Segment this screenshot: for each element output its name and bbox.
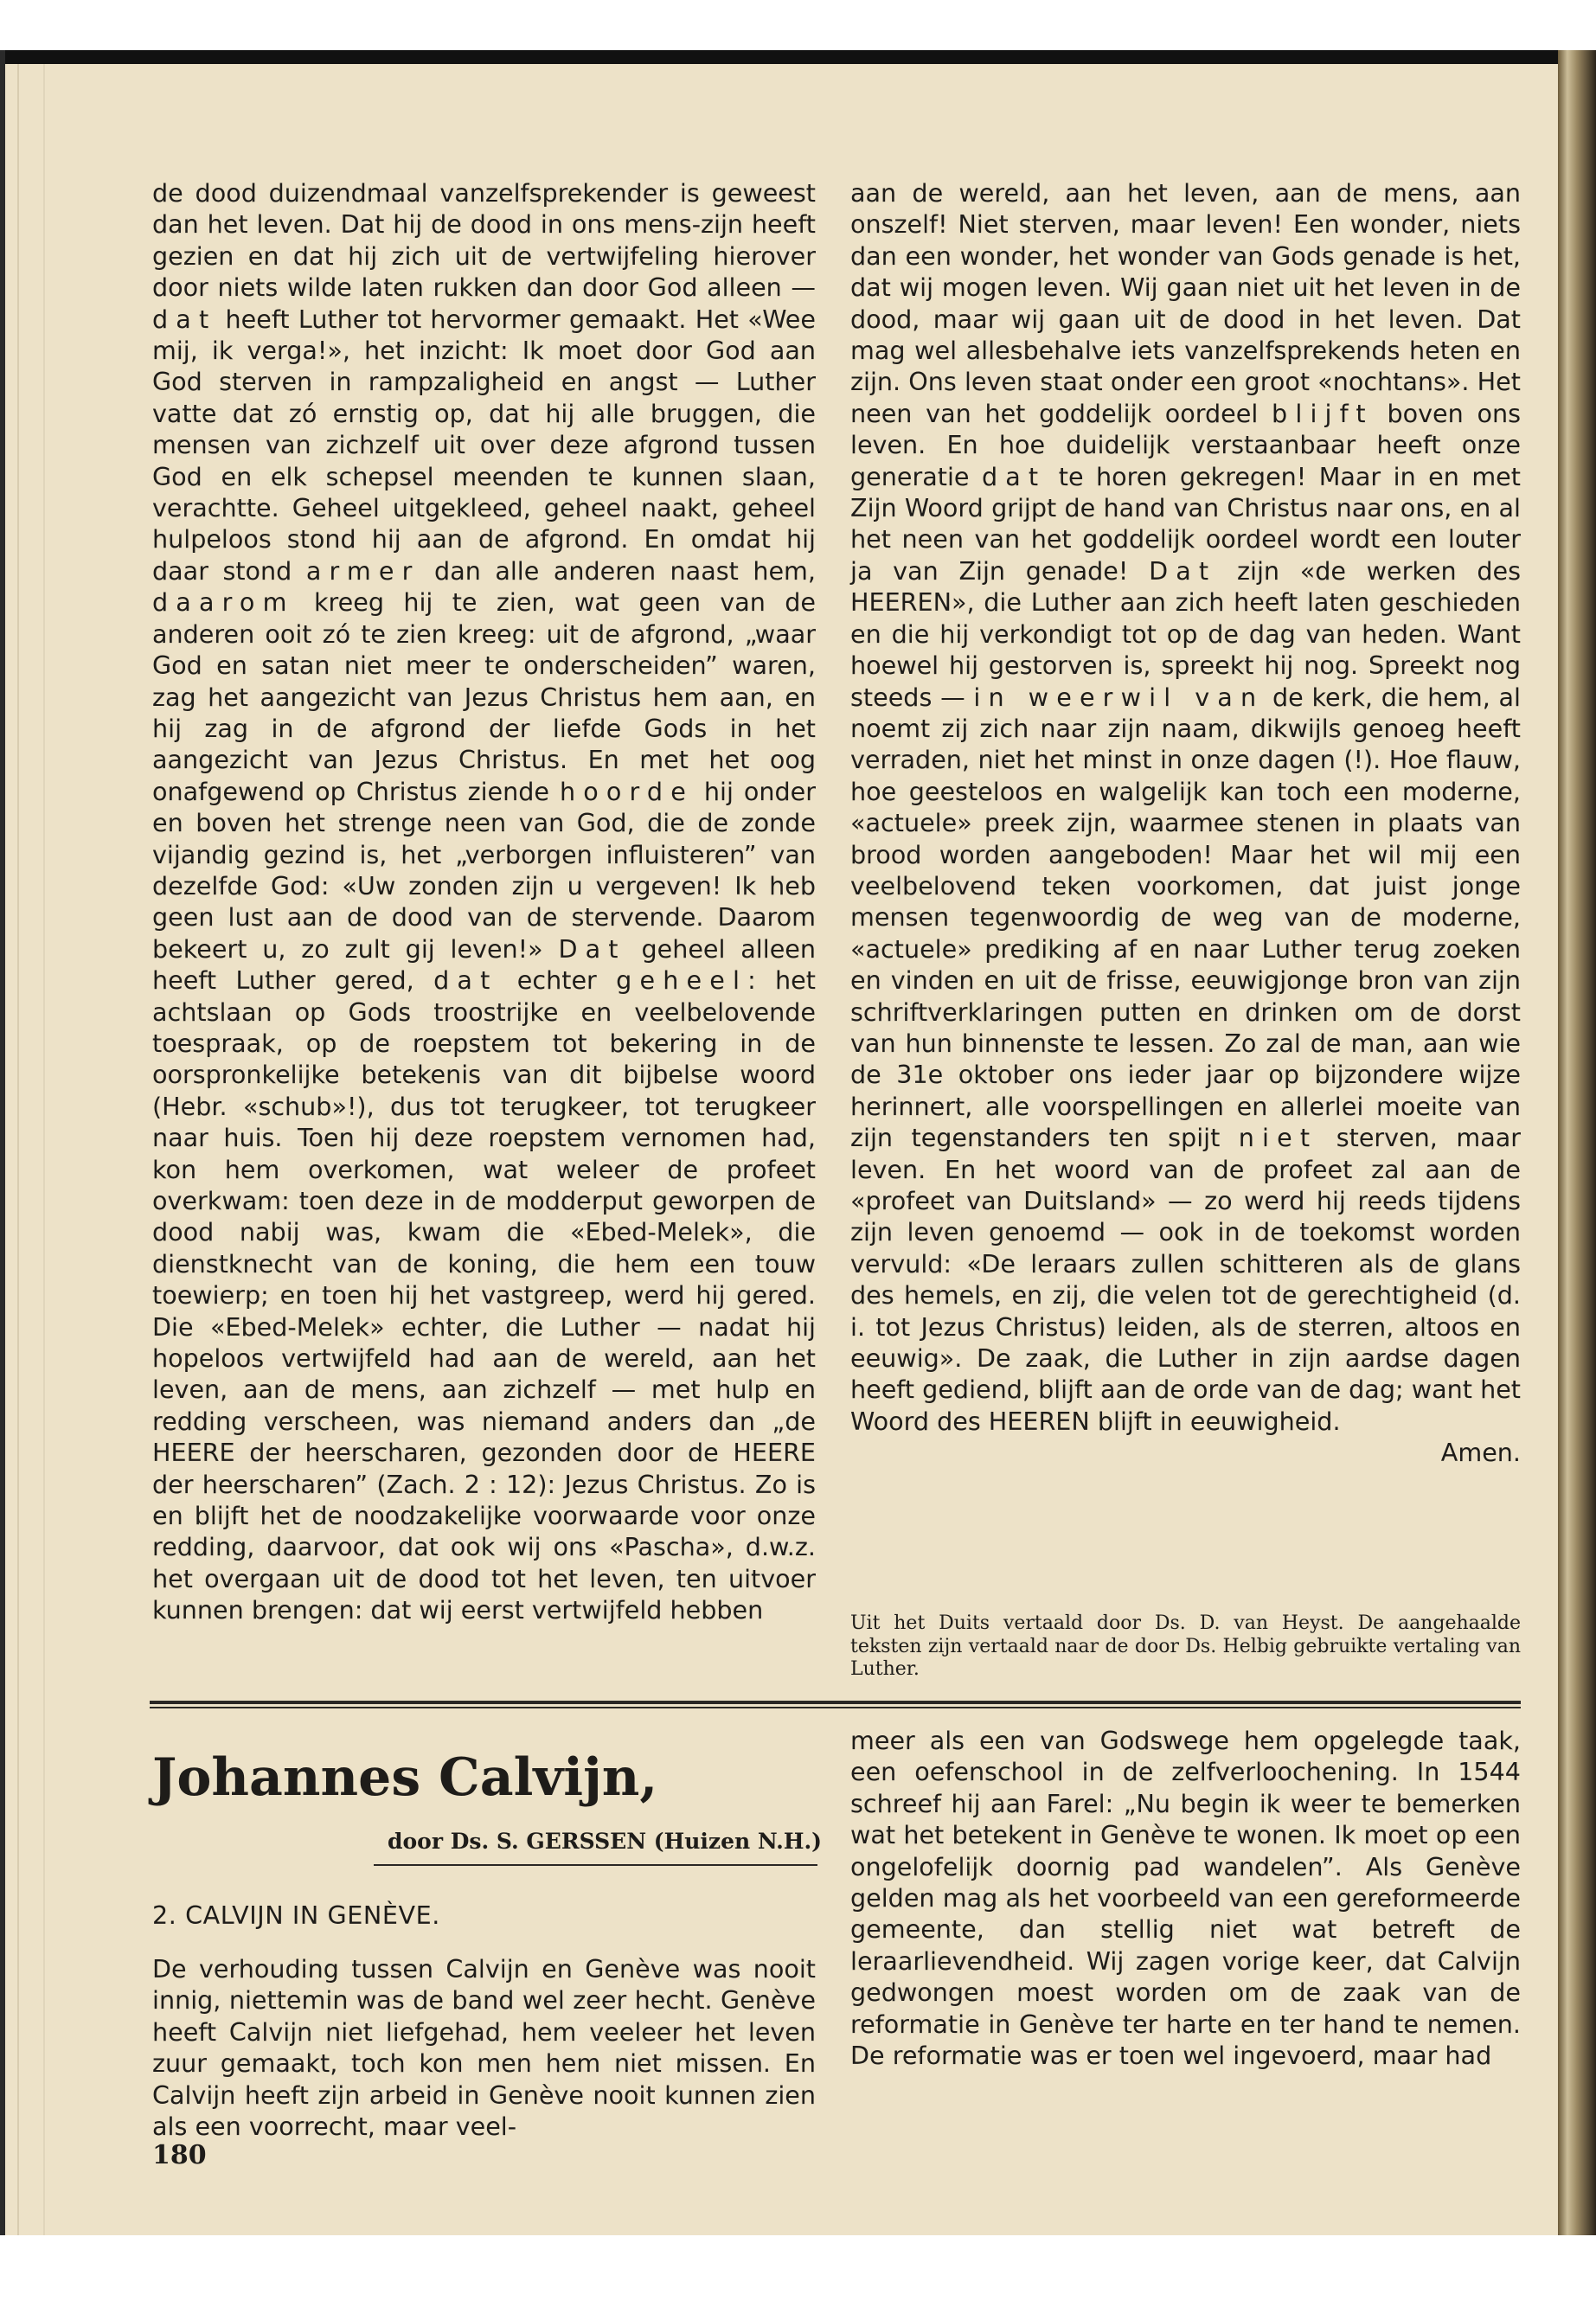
body-text: te horen gekregen! Maar in en met Zijn Woord grijpt de hand van Christus naar ons, en al het neen van het goddelijk oordeel wordt een louter ja van Zijn genade!	[850, 461, 1521, 586]
body-text: hij onder en boven het strenge neen van God, die de zonde vijandig gezind is, het „verborgen influisteren” van dezelfde God: «Uw zonden zijn u vergeven! Ik heb geen lust aan de dood van de stervende. Daarom bekeert u, zo zult gij leven!»	[152, 776, 816, 964]
spaced-emphasis: armer	[305, 555, 420, 586]
paper-edge-line	[43, 64, 45, 2235]
scan-top-border	[0, 50, 1596, 64]
paper-edge-line	[17, 64, 19, 2235]
spaced-emphasis: dat	[433, 965, 498, 996]
body-text: zijn «de werken des HEEREN», die Luther aan zich heeft laten geschieden en die hij verkondigt tot op de dag van heden. Want hoewel hij gestorven is, spreekt hij nog. Spreekt nog steeds —	[850, 555, 1521, 712]
body-text: : het achtslaan op Gods troostrijke en veelbelovende toespraak, op de roepstem tot bekering in de oorspronkelijke betekenis van dit bijbelse woord (Hebr. «schub»!), dus tot terugkeer, tot terugkeer naar huis. Toen hij deze roepstem vernomen had, kon hem overkomen, wat weleer de profeet overkwam: toen deze in de modderput geworpen de dood nabij was, kwam die «Ebed-Melek», die dienstknecht van de koning, die hem een touw toewierp; en toen hij het vastgreep, werd hij gered. Die «Ebed-Melek» echter, die Luther — nadat hij hopeloos vertwijfeld had aan de wereld, aan het leven, aan de mens, aan zichzelf — met hulp en redding verscheen, was niemand anders dan „de HEERE der heerscharen, gezonden door de HEERE der heerscharen” (Zach. 2 : 12): Jezus Christus. Zo is en blijft het de noodzakelijke voorwaarde voor onze redding, daarvoor, dat ook wij ons «Pascha», d.w.z. het overgaan uit de dood tot het leven, ten uitvoer kunnen brengen: dat wij eerst vertwijfeld hebben	[152, 965, 816, 1625]
translation-note: Uit het Duits vertaald door Ds. D. van Heyst. De aangehaalde teksten zijn vertaald naar de door Ds. Helbig gebruikte vertaling van Luther.	[850, 1612, 1521, 1680]
closing-amen: Amen.	[1440, 1438, 1521, 1468]
spaced-emphasis: geheel	[616, 965, 748, 996]
body-text: geheel alleen heeft Luther gered,	[152, 933, 816, 996]
spaced-emphasis: dat	[981, 461, 1047, 491]
spaced-emphasis: hoorde	[559, 776, 694, 806]
byline-underline	[374, 1864, 817, 1866]
page-number: 180	[152, 2140, 207, 2170]
spaced-emphasis: in weerwil van	[973, 682, 1265, 712]
body-text: echter	[497, 965, 617, 996]
spaced-emphasis: Dat	[558, 933, 626, 964]
body-text: boven ons leven. En hoe duidelijk verstaanbaar heeft onze generatie	[850, 398, 1521, 491]
body-text: heeft Luther tot hervormer gemaakt. Het «Wee mij, ik verga!», het inzicht: Ik moet door God aan God sterven in rampzaligheid en angst — Luther vatte dat zó ernstig op, dat hij alle bruggen, die mensen van zichzelf uit over deze afgrond tussen God en elk schepsel meenden te kunnen slaan, verachtte. Geheel uitgekleed, geheel naakt, geheel hulpeloos stond hij aan de afgrond. En omdat hij daar stond	[152, 304, 816, 586]
article-byline: door Ds. S. GERSSEN (Huizen N.H.)	[388, 1829, 823, 1854]
section-heading: 2. CALVIJN IN GENÈVE.	[152, 1900, 440, 1930]
section-divider	[150, 1707, 1521, 1708]
article2-left-column: De verhouding tussen Calvijn en Genève was nooit innig, niettemin was de band wel zeer hecht. Genève heeft Calvijn niet liefgehad, hem veeleer het leven zuur gemaakt, toch kon men hem niet missen. En Calvijn heeft zijn arbeid in Genève nooit kunnen zien als een voorrecht, maar veel-	[152, 1954, 816, 2142]
book-spine	[1558, 50, 1596, 2239]
section-divider	[150, 1701, 1521, 1704]
article-title: Johannes Calvijn,	[152, 1747, 658, 1808]
spaced-emphasis: daarom	[152, 587, 295, 618]
body-text: de dood duizendmaal vanzelfsprekender is geweest dan het leven. Dat hij de dood in ons mens-zijn heeft gezien en dat hij zich uit de vertwijfeling hierover door niets wilde laten rukken dan door God alleen —	[152, 178, 816, 303]
body-text: sterven, maar leven. En het woord van de profeet zal aan de «profeet van Duitsland» — zo werd hij reeds tijdens zijn leven genoemd — ook in de toekomst worden vervuld: «De leraars zullen schitteren als de glans des hemels, en zij, die velen tot de gerechtigheid (d. i. tot Jezus Christus) leiden, als de sterren, altoos en eeuwig». De zaak, die Luther in zijn aardse dagen heeft gediend, blijft aan de orde van de dag; want het Woord des HEEREN blijft in eeuwigheid.	[850, 1123, 1522, 1436]
body-text: dan alle anderen naast hem,	[420, 555, 816, 586]
spaced-emphasis: dat	[152, 304, 217, 334]
spaced-emphasis: Dat	[1149, 555, 1217, 586]
body-text: de kerk, die hem, al noemt zij zich naar zijn naam, dikwijls genoeg heeft verraden, niet het minst in onze dagen (!). Hoe flauw, hoe geesteloos en walgelijk kan toch een moderne, «actuele» preek zijn, waarmee stenen in plaats van brood worden aangeboden! Maar het wil mij een veelbelovend teken voorkomen, dat juist jonge mensen tegenwoordig de weg van de moderne, «actuele» prediking af en naar Luther terug zoeken en vinden en uit de frisse, eeuwigjonge bron van zijn schriftverklaringen putten en drinken om de dorst van hun binnenste te lessen. Zo zal de man, aan wie de 31e oktober ons ieder jaar op bijzondere wijze herinnert, alle voorspellingen en allerlei moeite van zijn tegenstanders ten spijt	[850, 682, 1521, 1153]
scan-bottom-margin	[0, 2235, 1596, 2301]
article2-right-column: meer als een van Godswege hem opgelegde taak, een oefenschool in de zelfverloochening. In 1544 schreef hij aan Farel: „Nu begin ik weer te bemerken wat het betekent in Genève te wonen. Ik moet op een ongelofelijk doornig pad wandelen”. Als Genève gelden mag als het voorbeeld van een gereformeerde gemeente, dan stellig niet wat betreft de leraarlievendheid. Wij zagen vorige keer, dat Calvijn gedwongen moest worden om de zaak van de reformatie in Genève ter harte en ter hand te nemen. De reformatie was er toen wel ingevoerd, maar had	[850, 1726, 1521, 2071]
spaced-emphasis: blijft	[1272, 398, 1374, 428]
body-text: kreeg hij te zien, wat geen van de anderen ooit zó te zien kreeg: uit de afgrond, „waar God en satan niet meer te onderscheiden” waren, zag het aangezicht van Jezus Christus hem aan, en hij zag in de afgrond der liefde Gods in het aangezicht van Jezus Christus. En met het oog onafgewend op Christus ziende	[152, 587, 816, 806]
body-text: aan de wereld, aan het leven, aan de mens, aan onszelf! Niet sterven, maar leven! Een wonder, niets dan een wonder, het wonder van Gods genade is het, dat wij mogen leven. Wij gaan niet uit het leven in de dood, maar wij gaan uit de dood in het leven. Dat mag wel allesbehalve iets vanzelfsprekends heten en zijn. Ons leven staat onder een groot «nochtans». Het neen van het goddelijk oordeel	[850, 178, 1521, 428]
article1-left-column	[152, 177, 816, 1626]
spaced-emphasis: niet	[1238, 1123, 1318, 1153]
article1-right-column	[850, 177, 1521, 1469]
